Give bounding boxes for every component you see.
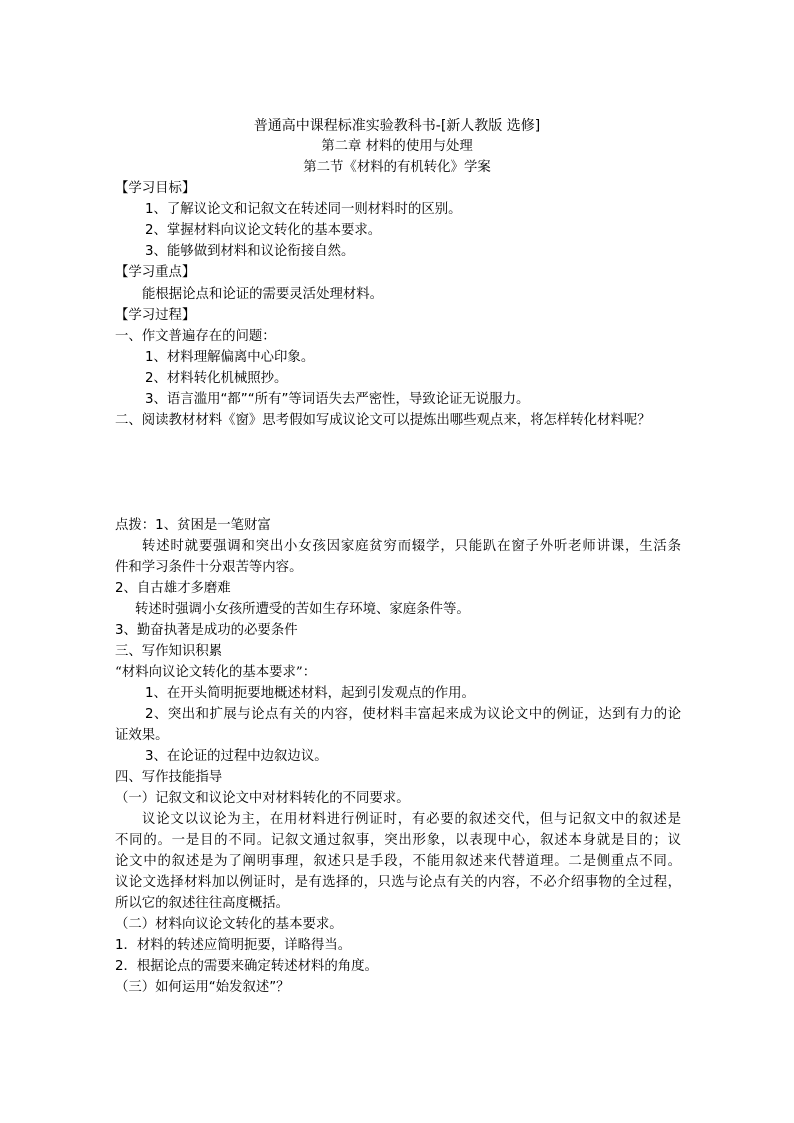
hint-paragraph-line: 转述时就要强调和突出小女孩因家庭贫穷而辍学，只能趴在窗子外听老师讲课，生活条 bbox=[142, 539, 681, 554]
subsection-heading: （三）如何运用“始发叙述”？ bbox=[115, 980, 290, 995]
section-one-heading: 一、作文普遍存在的问题： bbox=[115, 329, 276, 344]
chapter-heading: 第二章 材料的使用与处理 bbox=[321, 139, 473, 154]
comparison-paragraph-line: 议论文选择材料加以例证时，是有选择的，只选与论点有关的内容，不必介绍事物的全过程， bbox=[115, 875, 681, 890]
requirement-point: 2．根据论点的需要来确定转述材料的角度。 bbox=[115, 959, 378, 974]
subsection-heading: （二）材料向议论文转化的基本要求。 bbox=[115, 917, 343, 932]
requirement-item: 2、突出和扩展与论点有关的内容，使材料丰富起来成为议论文中的例证，达到有力的论 bbox=[145, 707, 681, 722]
problem-item: 2、材料转化机械照抄。 bbox=[145, 371, 288, 386]
requirements-title: “材料向议论文转化的基本要求”： bbox=[115, 665, 317, 680]
problem-item: 3、语言滥用“都”“所有”等词语失去严密性，导致论证无说服力。 bbox=[145, 392, 530, 407]
section-two-heading: 二、阅读教材材料《窗》思考假如写成议论文可以提炼出哪些观点来，将怎样转化材料呢？ bbox=[115, 413, 651, 428]
requirement-item: 3、在论证的过程中边叙边议。 bbox=[145, 749, 328, 764]
subsection-heading: （一）记叙文和议论文中对材料转化的不同要求。 bbox=[115, 791, 410, 806]
problem-item: 1、材料理解偏离中心印象。 bbox=[145, 350, 315, 365]
heading-key-points: 【学习重点】 bbox=[115, 265, 196, 280]
hint-paragraph-line: 件和学习条件十分艰苦等内容。 bbox=[115, 560, 303, 575]
comparison-paragraph-line: 议论文以议论为主，在用材料进行例证时，有必要的叙述交代，但与记叙文中的叙述是 bbox=[142, 812, 681, 827]
requirement-point: 1．材料的转述应简明扼要，详略得当。 bbox=[115, 938, 352, 953]
requirement-item: 1、在开头简明扼要地概述材料，起到引发观点的作用。 bbox=[145, 686, 475, 701]
hint-item: 3、勤奋执著是成功的必要条件 bbox=[115, 623, 298, 638]
goal-item: 2、掌握材料向议论文转化的基本要求。 bbox=[145, 223, 382, 238]
section-four-heading: 四、写作技能指导 bbox=[115, 770, 223, 785]
heading-learning-goals: 【学习目标】 bbox=[115, 181, 196, 196]
requirement-item-continued: 证效果。 bbox=[115, 728, 169, 743]
section-three-heading: 三、写作知识积累 bbox=[115, 644, 223, 659]
comparison-paragraph-line: 所以它的叙述往往高度概括。 bbox=[115, 896, 290, 911]
heading-learning-process: 【学习过程】 bbox=[115, 308, 196, 323]
document-title: 普通高中课程标准实验教科书-[新人教版 选修] bbox=[253, 118, 541, 134]
comparison-paragraph-line: 不同的。一是目的不同。记叙文通过叙事，突出形象，以表现中心，叙述本身就是目的；议 bbox=[115, 833, 681, 848]
hint-heading: 点拨：1、贫困是一笔财富 bbox=[115, 518, 271, 533]
goal-item: 3、能够做到材料和议论衔接自然。 bbox=[145, 244, 355, 259]
hint-paragraph-line: 转述时强调小女孩所遭受的苦如生存环境、家庭条件等。 bbox=[135, 602, 470, 617]
key-point-text: 能根据论点和论证的需要灵活处理材料。 bbox=[142, 287, 384, 302]
goal-item: 1、了解议论文和记叙文在转述同一则材料时的区别。 bbox=[145, 202, 462, 217]
comparison-paragraph-line: 论文中的叙述是为了阐明事理，叙述只是手段，不能用叙述来代替道理。二是侧重点不同。 bbox=[115, 854, 681, 869]
hint-item: 2、自古雄才多磨难 bbox=[115, 581, 231, 596]
section-heading: 第二节《材料的有机转化》学案 bbox=[303, 160, 491, 175]
